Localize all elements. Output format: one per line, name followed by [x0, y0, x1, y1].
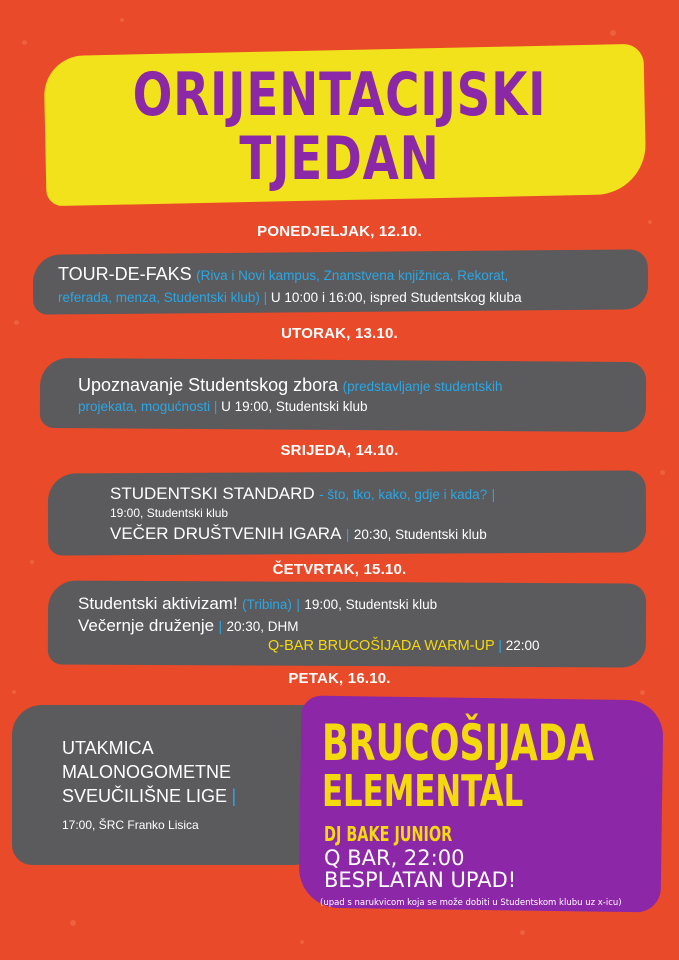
monday-row-2: referada, menza, Studentski klub) | U 10:00 i 16:00, ispred Studentskog kluba: [58, 290, 522, 305]
wednesday-time-2: 20:30, Studentski klub: [353, 527, 487, 542]
event-studentski-aktivizam: Studentski aktivizam!: [78, 594, 238, 613]
tuesday-time: U 19:00, Studentski klub: [221, 399, 368, 414]
event-studentski-zbor: Upoznavanje Studentskog zbora: [78, 375, 339, 395]
page-title-line2: TJEDAN: [239, 124, 440, 194]
party-title: BRUCOŠIJADA: [322, 714, 594, 772]
tuesday-detail-1: (predstavljanje studentskih: [342, 379, 503, 394]
thursday-row-1: Studentski aktivizam! (Tribina) | 19:00, Studentski klub: [78, 594, 438, 613]
thursday-row-2: Večernje druženje | 20:30, DHM: [78, 616, 299, 635]
thursday-time-2: 20:30, DHM: [226, 619, 299, 634]
day-label-wednesday: SRIJEDA, 14.10.: [280, 442, 399, 459]
wednesday-row-2: [110, 506, 228, 520]
day-label-monday: PONEDJELJAK, 12.10.: [257, 223, 422, 240]
monday-time: U 10:00 i 16:00, ispred Studentskog kluba: [270, 290, 522, 305]
thursday-time-3: 22:00: [505, 638, 540, 653]
thursday-row-3: Q-BAR BRUCOŠIJADA WARM-UP | 22:00: [268, 638, 540, 654]
friday-event-line-1: UTAKMICA: [62, 738, 154, 758]
friday-event-line-2: MALONOGOMETNE: [62, 762, 232, 782]
party-dj: DJ BAKE JUNIOR: [324, 822, 453, 846]
friday-brush-stroke: [12, 705, 332, 865]
tuesday-detail-2: projekata, mogućnosti: [78, 399, 211, 414]
tuesday-row-1: [78, 375, 502, 396]
tuesday-row-2: projekata, mogućnosti | U 19:00, Studentski klub: [78, 399, 368, 414]
party-note: (upad s narukvicom koja se može dobiti u Studentskom klubu uz x-icu): [320, 898, 622, 908]
event-tour-de-faks: TOUR-DE-FAKS: [58, 264, 192, 284]
monday-row-1: [58, 264, 508, 285]
day-label-friday: PETAK, 16.10.: [288, 670, 391, 687]
friday-event-line-3: SVEUČILIŠNE LIGE |: [62, 786, 237, 806]
party-place: Q BAR, 22:00: [324, 846, 465, 870]
party-subtitle: ELEMENTAL: [322, 766, 524, 817]
wednesday-row-3: VEČER DRUŠTVENIH IGARA | 20:30, Studentski klub: [110, 524, 487, 543]
event-qbar-warmup: Q-BAR BRUCOŠIJADA WARM-UP: [268, 638, 495, 654]
event-vecernje-druzenje: Večernje druženje: [78, 616, 215, 635]
monday-detail-2: referada, menza, Studentski klub): [58, 290, 260, 305]
thursday-detail-1: (Tribina): [242, 597, 292, 612]
monday-detail-1: (Riva i Novi kampus, Znanstvena knjižnica, Rekorat,: [196, 268, 509, 283]
wednesday-row-1: STUDENTSKI STANDARD - što, tko, kako, gdje i kada? |: [110, 484, 496, 503]
event-studentski-standard: STUDENTSKI STANDARD: [110, 484, 315, 503]
page-title-line1: ORIJENTACIJSKI: [132, 60, 547, 130]
thursday-time-1: 19:00, Studentski klub: [304, 597, 438, 612]
friday-time: 17:00, ŠRC Franko Lisica: [62, 818, 199, 832]
day-label-tuesday: UTORAK, 13.10.: [281, 325, 398, 342]
wednesday-detail-1: - što, tko, kako, gdje i kada?: [319, 487, 488, 502]
event-vecer-drustvenih-igara: VEČER DRUŠTVENIH IGARA: [110, 524, 342, 543]
day-label-thursday: ČETVRTAK, 15.10.: [272, 561, 407, 578]
wednesday-time-1: 19:00, Studentski klub: [110, 506, 229, 520]
party-entry: BESPLATAN UPAD!: [324, 868, 517, 892]
